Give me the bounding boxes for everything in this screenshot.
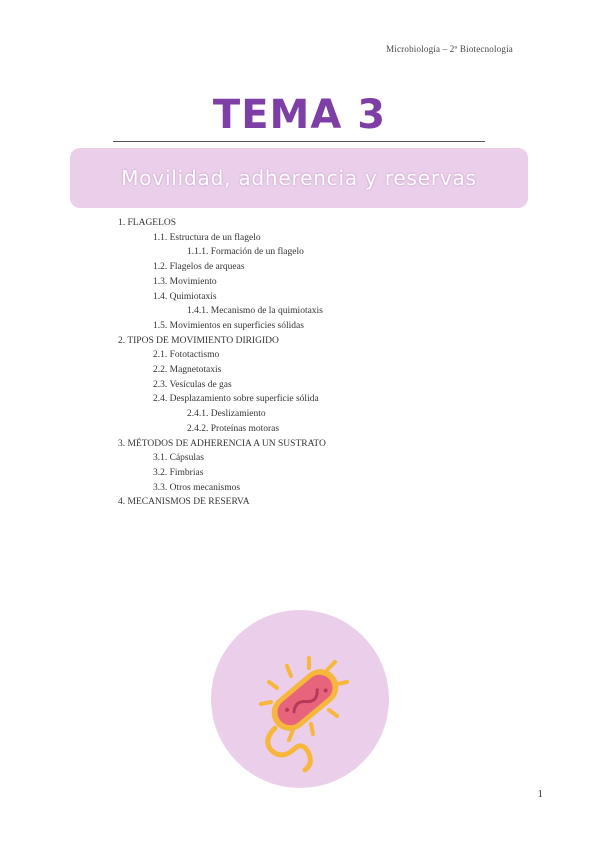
toc-entry[interactable]: 1.2. Flagelos de arqueas (153, 262, 245, 273)
illustration-circle (211, 610, 389, 788)
subtitle-text: Movilidad, adherencia y reservas (121, 166, 477, 190)
toc-entry[interactable]: 2.1. Fototactismo (153, 350, 220, 361)
subtitle-banner (70, 148, 528, 208)
toc-entry[interactable]: 3.1. Cápsulas (153, 453, 204, 464)
title-divider (113, 141, 485, 142)
toc-entry[interactable]: 2.4.1. Deslizamiento (187, 409, 266, 420)
toc-entry[interactable]: 1.5. Movimientos en superficies sólidas (153, 320, 304, 331)
page-number: 1 (537, 788, 543, 800)
toc-entry[interactable]: 2. TIPOS DE MOVIMIENTO DIRIGIDO (118, 335, 279, 346)
toc-entry[interactable]: 1.4.1. Mecanismo de la quimiotaxis (187, 306, 323, 317)
toc-entry[interactable]: 2.4. Desplazamiento sobre superficie sólida (153, 394, 319, 405)
toc-entry[interactable]: 1.4. Quimiotaxis (153, 291, 217, 302)
toc-entry[interactable]: 4. MECANISMOS DE RESERVA (118, 497, 250, 508)
page-title: TEMA 3 (212, 92, 387, 138)
toc-entry[interactable]: 3. MÉTODOS DE ADHERENCIA A UN SUSTRATO (118, 438, 326, 449)
toc-entry[interactable]: 3.2. Fimbrias (153, 467, 204, 478)
toc-entry[interactable]: 1.3. Movimiento (153, 276, 217, 287)
toc-entry[interactable]: 2.3. Vesículas de gas (153, 379, 232, 390)
page-header: Microbiología – 2º Biotecnología (386, 44, 513, 54)
toc-entry[interactable]: 2.2. Magnetotaxis (153, 365, 222, 375)
bacterium-icon (211, 610, 389, 788)
toc-entry[interactable]: 1.1. Estructura de un flagelo (153, 232, 261, 243)
toc-entry[interactable]: 1. FLAGELOS (118, 218, 177, 228)
toc-entry[interactable]: 1.1.1. Formación de un flagelo (187, 247, 304, 258)
toc-entry[interactable]: 3.3. Otros mecanismos (153, 482, 241, 493)
toc-entry[interactable]: 2.4.2. Proteínas motoras (187, 423, 280, 434)
